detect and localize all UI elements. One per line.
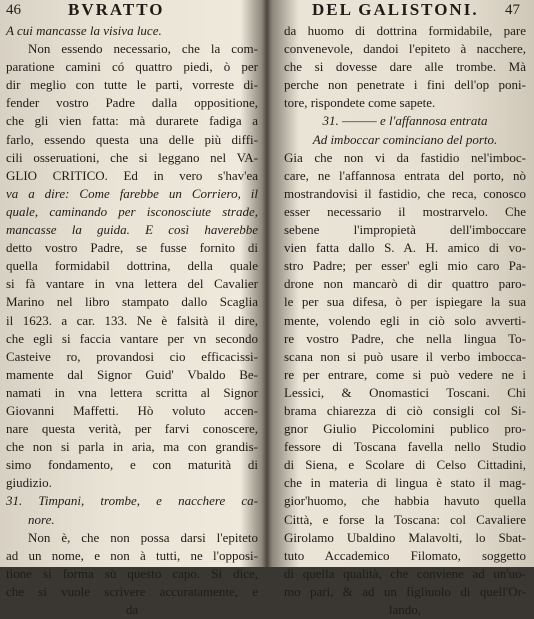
left-page-number: 46 <box>6 2 21 18</box>
text-line: che si dovesse dare alle trombe. Mà <box>284 59 526 75</box>
text-line: Lessici, & Onomastici Toscani. Chi <box>284 384 526 400</box>
text-line: mancasse la guida. E così haverebbe <box>6 222 258 238</box>
text-line: 31. ——— e l'affannosa entrata <box>322 113 488 129</box>
text-line: di Siena, e Scolare di Celso Cittadini, <box>284 457 526 473</box>
text-line: re per entrare, come si può vedere ne i <box>284 366 526 382</box>
text-line: va a dire: Come farebbe un Corriero, il <box>6 185 258 201</box>
text-line: sebene l'impropietà dell'imboccare <box>284 222 526 238</box>
text-line: GLIO CRITICO. Ed in vero s'hav'ea <box>6 167 258 183</box>
text-line: Non è, che non possa darsi l'epiteto <box>28 529 258 545</box>
text-line: ad un nome, e non à tutti, ne l'opposi- <box>6 547 258 563</box>
text-line: tione si forma sù questo capo. Si dice, <box>6 565 258 581</box>
right-page-text <box>284 22 526 619</box>
text-line: Marino nel libro stampato dallo Scaglia <box>6 294 258 310</box>
text-line: nore. <box>28 511 55 527</box>
text-line: che si vuole scrivere accuratamente, e <box>6 583 258 599</box>
text-line: mamente dal Signor Guid' Vbaldo Be- <box>6 366 258 382</box>
text-line: le per sua difesa, ò per ispiegare la sua <box>284 294 526 310</box>
text-line: giudizio. <box>6 475 52 491</box>
text-line: da <box>125 602 139 617</box>
text-line: gnor Giulio Piccolomini publico pro- <box>284 421 526 437</box>
text-line: tore, rispondete come sapete. <box>284 95 436 111</box>
text-line: che gli vien fatta: mà durarete fadiga a <box>6 113 258 129</box>
text-line: da huomo di dottrina formidabile, pare <box>284 23 526 38</box>
text-line: si fà vantare in vna lettera del Cavalier <box>6 276 258 292</box>
text-line: detto vostro Padre, se fusse fornito di <box>6 240 258 256</box>
text-line: dir meglio con tutte le parti, vorreste di- <box>6 77 258 93</box>
text-line: lando, <box>388 602 422 617</box>
text-line: perche non penetrate i fini dell'op poni- <box>284 77 526 93</box>
text-line: Gia che non vi da fastidio nel'imboc- <box>284 149 526 165</box>
left-page-text <box>6 22 258 619</box>
text-line: fender vostro Padre dalla oppositione, <box>6 95 258 111</box>
text-line: il 1623. a car. 133. Ne è falsità il dire, <box>6 312 258 328</box>
text-line: vien fatta dallo S. A. H. amico di vo- <box>284 240 526 256</box>
text-line: Girolamo Ubaldino Malavolti, lo Sbat- <box>284 529 526 545</box>
right-running-title: DEL GALISTONI. <box>312 0 479 19</box>
text-line: che egli si faccia vantare per vn secondo <box>6 330 258 346</box>
text-line: tuto Accademico Filomato, soggetto <box>284 547 526 563</box>
text-line: mostrandovisi il fastidio, che reca, conosco <box>284 185 526 201</box>
text-line: esser necessario il mostrarvelo. Che <box>284 203 526 219</box>
text-line: fessore di Toscana favella nello Studio <box>284 439 526 455</box>
text-line: quella formidabil dottrina, della quale <box>6 258 258 274</box>
right-page <box>270 0 534 617</box>
right-page-number: 47 <box>505 2 520 18</box>
text-line: scana non si può usare il verbo imbocca- <box>284 348 526 364</box>
text-line: stro Padre; per esser' egli mio caro Pa- <box>284 258 526 274</box>
text-line: 31. Timpani, trombe, e nacchere ca- <box>6 493 258 509</box>
left-page <box>0 0 262 617</box>
text-line: mente, volendo egli in ciò solo avverti- <box>284 312 526 328</box>
text-line: che non si parla in aria, ma con grandis- <box>6 439 258 455</box>
text-line: di quella qualità, che conviene ad un'uo- <box>284 565 526 581</box>
text-line: re vostro Padre, che nella lingua To- <box>284 330 526 346</box>
left-page-header <box>0 0 262 22</box>
text-line: simo fondamento, e con maturità di <box>6 457 258 473</box>
text-line: che in materia di lingua è stato il mag- <box>284 475 526 491</box>
text-line: paratione camini có quattro piedi, ò per <box>6 59 258 75</box>
text-line: quale, caminando per isconosciute strade, <box>6 203 258 219</box>
text-line: namati in vna lettera scritta al Signor <box>6 384 258 400</box>
right-page-header <box>270 0 534 22</box>
text-line: convenevole, dandoi l'epiteto à nacchere, <box>284 41 526 57</box>
text-line: gior'huomo, che habbia havuto quella <box>284 493 526 509</box>
text-line: drone non mancarò di dir quattro paro- <box>284 276 526 292</box>
text-line: farlo, essendo questa una delle più diffi- <box>6 131 258 147</box>
text-line: mo pari, & ad un figliuolo di quell'Or- <box>284 583 526 599</box>
left-running-title: BVRATTO <box>68 0 165 19</box>
text-line: Non essendo necessario, che la com- <box>28 41 258 57</box>
text-line: Città, e forse la Toscana: col Cavaliere <box>284 511 526 527</box>
text-line: A cui mancasse la visiva luce. <box>6 23 162 38</box>
text-line: cili osseruationi, che si leggano nel VA- <box>6 149 258 165</box>
text-line: Casteive ro, provandosi cio efficacissi- <box>6 348 258 364</box>
text-line: nare questa verità, per farvi conoscere, <box>6 421 258 437</box>
text-line: brama chiarezza di ciò consigli col Si- <box>284 402 526 418</box>
text-line: Ad imboccar cominciano del porto. <box>312 131 498 147</box>
text-line: care, ne l'affannosa entrata del porto, nò <box>284 167 526 183</box>
text-line: Giovanni Maffetti. Hò voluto accen- <box>6 402 258 418</box>
